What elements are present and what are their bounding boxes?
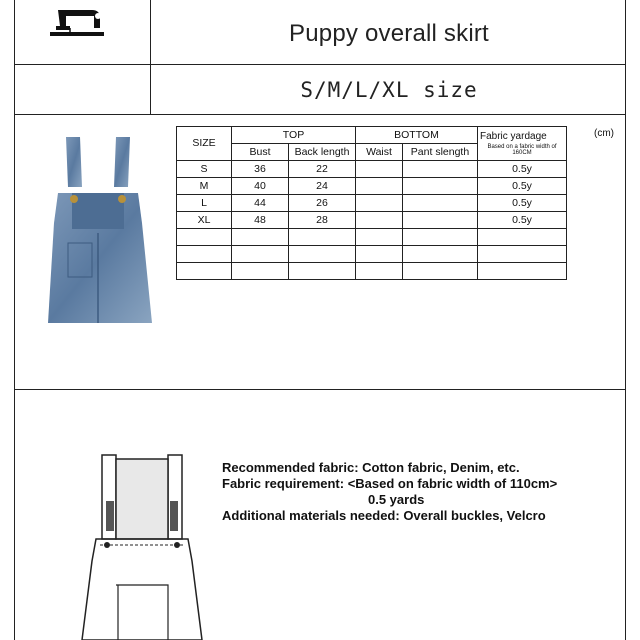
page-title: Puppy overall skirt (289, 20, 489, 47)
row-pants-length (403, 161, 478, 178)
row-bust: 44 (232, 195, 289, 212)
yardage-subheader: Based on a fabric width of 160CM (487, 143, 557, 156)
table-row (177, 195, 567, 212)
row-size: M (177, 178, 232, 195)
row-size: S (177, 161, 232, 178)
recommended-fabric: Recommended fabric: Cotton fabric, Denim, etc. (222, 460, 520, 475)
row-bust: 40 (232, 178, 289, 195)
row-pants-length (403, 212, 478, 229)
row-back-length: 28 (289, 212, 356, 229)
col-waist: Waist (356, 144, 403, 161)
row-back-length: 22 (289, 161, 356, 178)
row-waist (356, 178, 403, 195)
header-line-1 (14, 64, 626, 65)
row-back-length: 26 (289, 195, 356, 212)
row-yardage: 0.5y (478, 161, 567, 178)
row-yardage: 0.5y (478, 195, 567, 212)
table-row-empty (177, 246, 567, 263)
size-header: SIZE (177, 127, 232, 161)
row-size: XL (177, 212, 232, 229)
frame-left-border (14, 0, 15, 640)
additional-materials: Additional materials needed: Overall buckles, Velcro (222, 508, 546, 523)
section-line-3 (14, 389, 626, 390)
header-divider (150, 0, 151, 114)
denim-overall-skirt-photo (38, 133, 156, 333)
row-back-length: 24 (289, 178, 356, 195)
row-yardage: 0.5y (478, 212, 567, 229)
row-bust: 36 (232, 161, 289, 178)
bottom-header: BOTTOM (356, 127, 478, 144)
col-pants-length: Pant slength (403, 144, 478, 161)
sewing-machine-icon (40, 2, 120, 42)
fabric-requirement: Fabric requirement: <Based on fabric width of 110cm> (222, 476, 558, 491)
fabric-yards: 0.5 yards (368, 492, 425, 507)
table-row-empty (177, 229, 567, 246)
row-bust: 48 (232, 212, 289, 229)
table-row (177, 161, 567, 178)
yardage-header (478, 127, 567, 161)
col-bust: Bust (232, 144, 289, 161)
row-size: L (177, 195, 232, 212)
row-waist (356, 212, 403, 229)
table-row-empty (177, 263, 567, 280)
header-line-2 (14, 114, 626, 115)
row-pants-length (403, 195, 478, 212)
overall-skirt-flat-sketch (60, 445, 230, 640)
table-row (177, 178, 567, 195)
row-pants-length (403, 178, 478, 195)
unit-label: (cm) (594, 128, 614, 139)
yardage-header-label: Fabric yardage (480, 130, 547, 142)
row-waist (356, 195, 403, 212)
row-waist (356, 161, 403, 178)
requirements (222, 460, 557, 524)
row-yardage: 0.5y (478, 178, 567, 195)
top-header: TOP (232, 127, 356, 144)
size-range: S/M/L/XL size (300, 78, 478, 102)
size-table (176, 126, 567, 280)
col-back-length: Back length (289, 144, 356, 161)
table-row (177, 212, 567, 229)
